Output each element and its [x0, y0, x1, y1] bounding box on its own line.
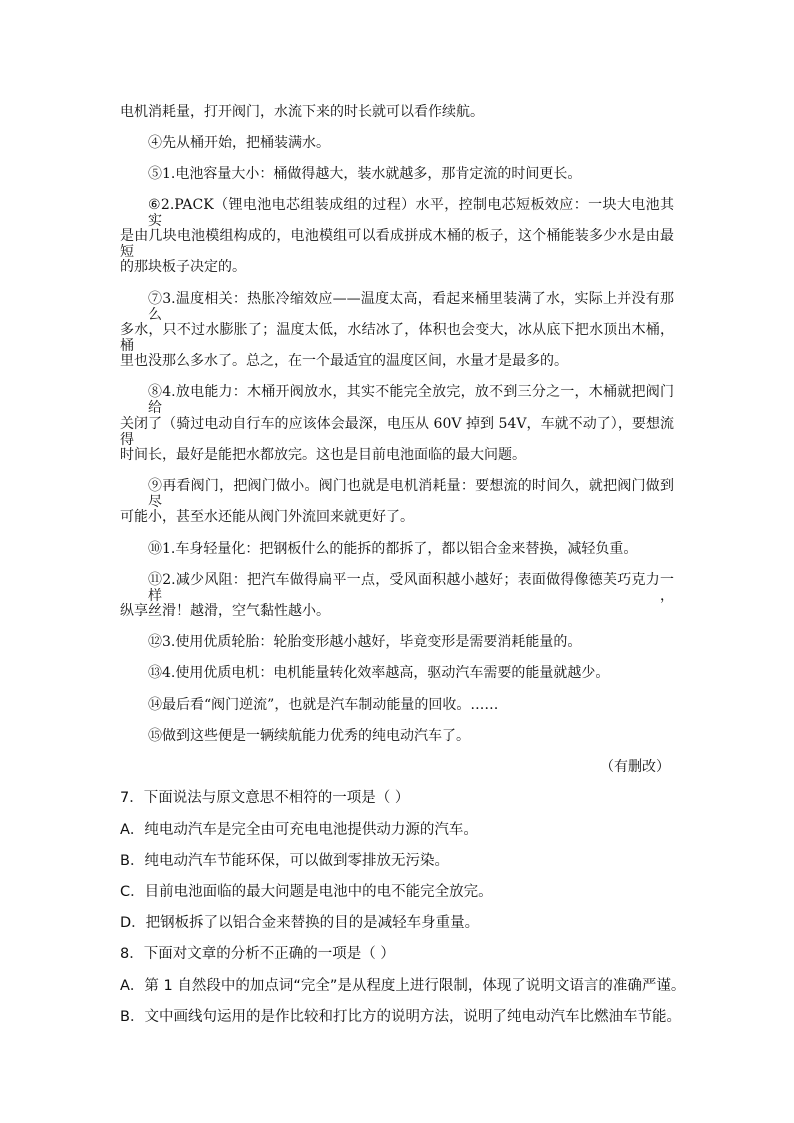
article-paragraph-4: ④先从桶开始，把桶装满水。: [148, 135, 330, 151]
article-line: 电机消耗量，打开阀门，水流下来的时长就可以看作续航。: [120, 104, 484, 120]
question-8-option-b: B．文中画线句运用的是作比较和打比方的说明方法，说明了纯电动汽车比燃油车节能。: [120, 1009, 681, 1025]
article-paragraph-5: ⑤1.电池容量大小：桶做得越大，装水就越多，那肯定流的时间更长。: [148, 166, 582, 182]
question-7-option-c: C．目前电池面临的最大问题是电池中的电不能完全放完。: [120, 884, 493, 900]
article-line: 里也没那么多水了。总之，在一个最适宜的温度区间，水量才是最多的。: [120, 353, 568, 369]
article-paragraph-15: ⑮做到这些便是一辆续航能力优秀的纯电动汽车了。: [148, 728, 470, 744]
article-paragraph-7: ⑦3.温度相关：热胀冷缩效应——温度太高，看起来桶里装满了水，实际上并没有那么: [148, 291, 674, 323]
article-line: 的那块板子决定的。: [120, 259, 246, 275]
article-paragraph-11: ⑪2.减少风阻：把汽车做得扁平一点，受风面积越小越好；表面做得像德芙巧克力一样，: [148, 572, 674, 604]
question-8-stem: 8．下面对文章的分析不正确的一项是（ ）: [120, 946, 395, 962]
article-paragraph-8: ⑧4.放电能力：木桶开阀放水，其实不能完全放完，放不到三分之一，木桶就把阀门给: [148, 384, 674, 416]
question-7-stem: 7．下面说法与原文意思不相符的一项是（ ）: [120, 790, 410, 806]
article-line: 时间长，最好是能把水都放完。这也是目前电池面临的最大问题。: [120, 447, 526, 463]
question-7-option-a: A．纯电动汽车是完全由可充电电池提供动力源的汽车。: [120, 822, 478, 838]
article-line: 多水，只不过水膨胀了；温度太低，水结冰了，体积也会变大，冰从底下把水顶出木桶，桶: [120, 322, 674, 354]
article-paragraph-13: ⑬4.使用优质电机：电机能量转化效率越高，驱动汽车需要的能量就越少。: [148, 665, 610, 681]
article-line: 是由几块电池模组构成的，电池模组可以看成拼成木桶的板子，这个桶能装多少水是由最短: [120, 228, 674, 260]
question-7-option-b: B．纯电动汽车节能环保，可以做到零排放无污染。: [120, 853, 449, 869]
source-note: （有删改）: [600, 759, 670, 775]
question-7-option-d: D．把钢板拆了以铝合金来替换的目的是减轻车身重量。: [120, 915, 480, 931]
article-line: 可能小，甚至水还能从阀门外流回来就更好了。: [120, 509, 414, 525]
article-paragraph-14: ⑭最后看“阀门逆流”，也就是汽车制动能量的回收。……: [148, 697, 499, 713]
article-paragraph-12: ⑫3.使用优质轮胎：轮胎变形越小越好，毕竟变形是需要消耗能量的。: [148, 634, 582, 650]
article-paragraph-6: ⑥2.PACK（锂电池电芯组装成组的过程）水平，控制电芯短板效应：一块大电池其实: [148, 197, 674, 229]
article-paragraph-10: ⑩1.车身轻量化：把钢板什么的能拆的都拆了，都以铝合金来替换，减轻负重。: [148, 541, 638, 557]
question-8-option-a: A．第 1 自然段中的加点词“完全”是从程度上进行限制，体现了说明文语言的准确严谨。: [120, 978, 686, 994]
article-paragraph-9: ⑨再看阀门，把阀门做小。阀门也就是电机消耗量：要想流的时间久，就把阀门做到尽: [148, 478, 674, 510]
article-line: 纵享丝滑！越滑，空气黏性越小。: [120, 603, 330, 619]
article-line: 关闭了（骑过电动自行车的应该体会最深，电压从 60V 掉到 54V，车就不动了），要想流得: [120, 416, 674, 448]
